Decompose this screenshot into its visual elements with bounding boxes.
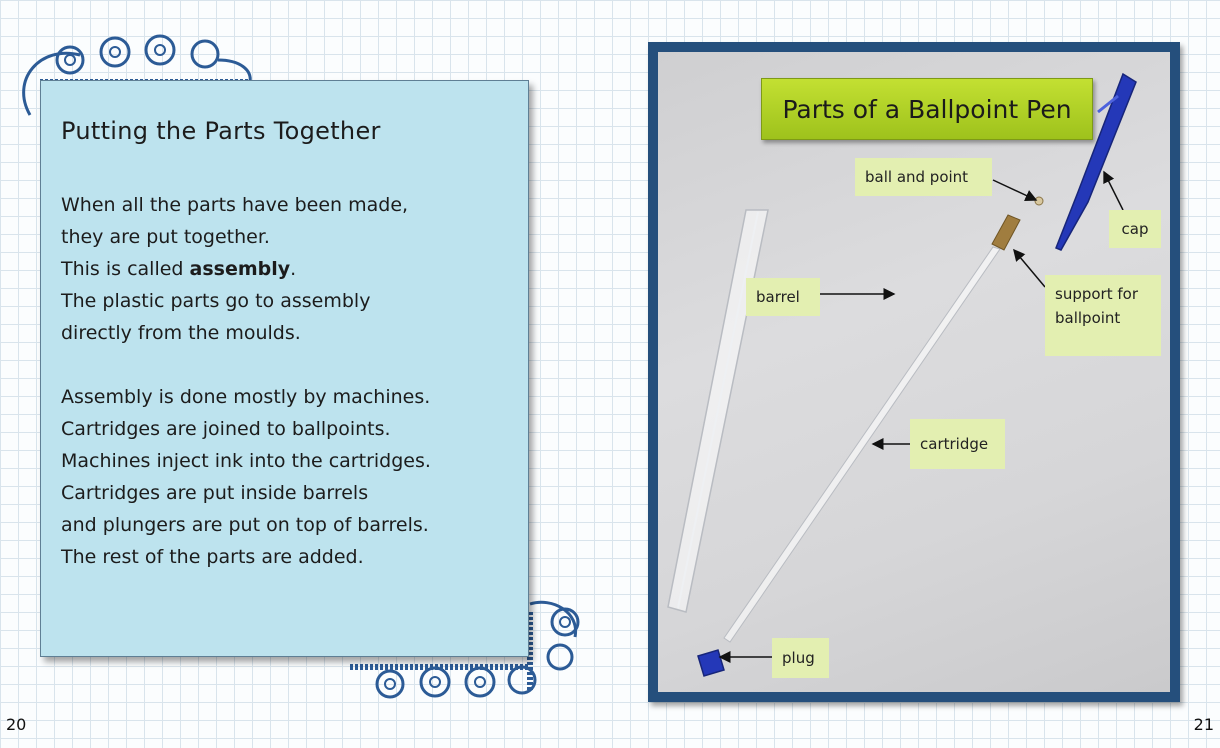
body-line: The rest of the parts are added.	[61, 546, 364, 568]
pen-photo	[658, 52, 1170, 692]
body-line: When all the parts have been made,	[61, 194, 409, 216]
label-ball-and-point: ball and point	[855, 158, 992, 196]
photo-frame	[648, 42, 1180, 702]
body-line: Cartridges are put inside barrels	[61, 482, 369, 504]
label-cartridge: cartridge	[910, 419, 1005, 469]
ball-point-shape	[1035, 197, 1043, 205]
page-number-left: 20	[6, 715, 27, 734]
text-fragment: .	[290, 258, 297, 280]
support-shape	[992, 215, 1020, 250]
diagram-title: Parts of a Ballpoint Pen	[761, 78, 1093, 140]
bold-term: assembly	[189, 258, 291, 280]
label-support-for-ballpoint	[1045, 275, 1161, 356]
label-plug: plug	[772, 638, 829, 678]
paragraph-gap	[61, 349, 521, 381]
label-line: ballpoint	[1055, 309, 1121, 327]
body-line: The plastic parts go to assembly	[61, 290, 371, 312]
text-fragment: This is called	[61, 258, 190, 280]
body-line: Machines inject ink into the cartridges.	[61, 450, 431, 472]
plug-shape	[698, 650, 724, 676]
arrow-support	[1014, 250, 1045, 287]
label-cap: cap	[1109, 210, 1161, 248]
label-barrel: barrel	[746, 278, 820, 316]
body-line: directly from the moulds.	[61, 322, 301, 344]
text-card	[40, 80, 529, 657]
page-title: Putting the Parts Together	[61, 117, 381, 145]
page-number-right: 21	[1193, 715, 1214, 734]
body-line-assembly	[61, 253, 521, 285]
pen-parts-illustration	[658, 52, 1170, 692]
body-text	[61, 189, 521, 573]
arrow-ball-and-point	[993, 180, 1036, 200]
label-line: support for	[1055, 285, 1138, 303]
body-line: they are put together.	[61, 226, 270, 248]
arrow-cap	[1104, 172, 1123, 210]
body-line: and plungers are put on top of barrels.	[61, 514, 429, 536]
body-line: Assembly is done mostly by machines.	[61, 386, 431, 408]
body-line: Cartridges are joined to ballpoints.	[61, 418, 391, 440]
